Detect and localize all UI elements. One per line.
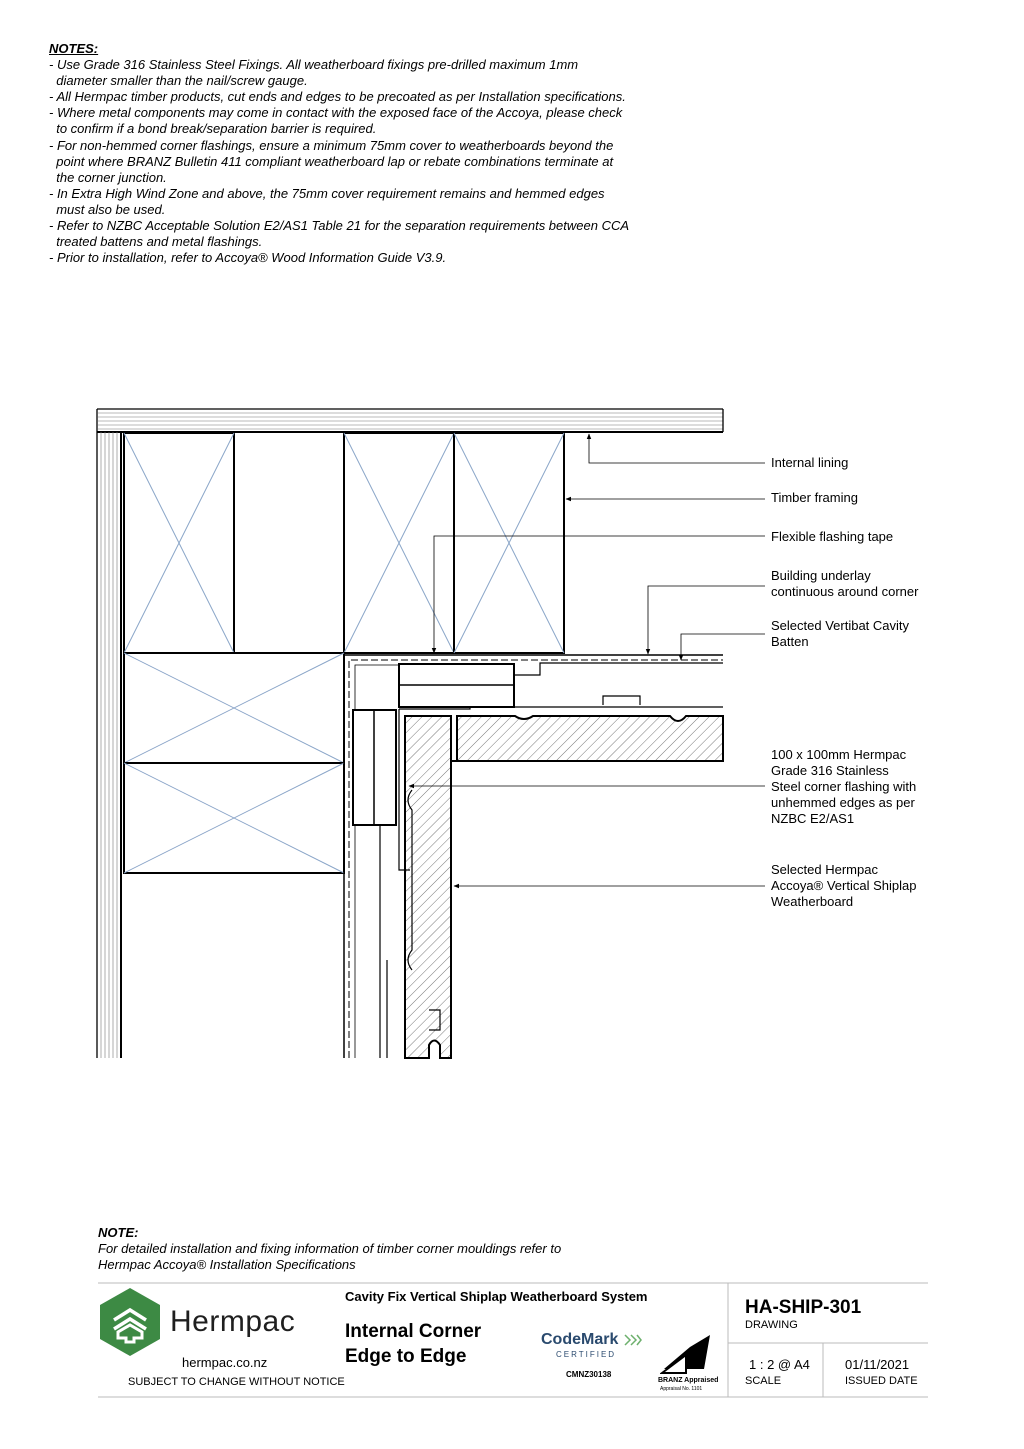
issued-date-label: ISSUED DATE [845, 1375, 918, 1387]
stud-3 [454, 433, 564, 653]
cavity-batten-horizontal [399, 664, 514, 707]
codemark-certified: CERTIFIED [556, 1350, 617, 1359]
weatherboard-vertical [405, 716, 723, 1058]
drawing-title-line2: Edge to Edge [345, 1346, 467, 1367]
note-heading: NOTE: [98, 1225, 139, 1240]
note-line: to confirm if a bond break/separation barrier is required. [49, 121, 377, 137]
label-weatherboard: Selected Hermpac Accoya® Vertical Shiplap Weatherboard [771, 862, 917, 909]
label-flexible-flashing-tape: Flexible flashing tape [771, 529, 894, 544]
issued-date: 01/11/2021 [845, 1357, 910, 1372]
internal-lining-top [97, 409, 723, 432]
stud-5 [124, 763, 344, 873]
note-line: the corner junction. [49, 169, 167, 185]
hermpac-logo-icon [98, 1286, 162, 1358]
codemark-number: CMNZ30138 [566, 1370, 612, 1379]
cavity-batten-vertical [353, 710, 396, 825]
branz-appraisal-number: Appraisal No. 1101 [660, 1386, 703, 1392]
note-line: - Refer to NZBC Acceptable Solution E2/AS1 Table 21 for the separation requirements between CCA [49, 218, 630, 234]
note-line: must also be used. [49, 201, 166, 217]
note-line: - All Hermpac timber products, cut ends and edges to be precoated as per Installation specifications. [49, 89, 626, 105]
drawing-number: HA-SHIP-301 [745, 1297, 862, 1318]
drawing-title-line1: Internal Corner [345, 1321, 482, 1342]
title-block [98, 1283, 928, 1398]
label-cavity-batten: Selected Vertibat Cavity Batten [771, 618, 910, 649]
scale-label: SCALE [745, 1375, 782, 1387]
note-line: - In Extra High Wind Zone and above, the 75mm cover requirement remains and hemmed edges [49, 185, 605, 201]
label-timber-framing: Timber framing [771, 490, 858, 505]
note-line: Hermpac Accoya® Installation Specifications [98, 1257, 356, 1272]
branz-appraised: BRANZ Appraised [658, 1377, 719, 1384]
note-line: - Prior to installation, refer to Accoya® Wood Information Guide V3.9. [49, 250, 447, 266]
branz-logo-icon [660, 1333, 718, 1381]
codemark-logo: CodeMark [541, 1331, 619, 1348]
note-line: point where BRANZ Bulletin 411 compliant weatherboard lap or rebate combinations terminate at [49, 153, 614, 169]
stud-4 [124, 653, 344, 763]
label-internal-lining: Internal lining [771, 455, 849, 470]
internal-lining-left [97, 409, 121, 1058]
scale-value: 1 : 2 @ A4 [749, 1357, 810, 1372]
disclaimer: SUBJECT TO CHANGE WITHOUT NOTICE [128, 1376, 345, 1388]
drawing-label: DRAWING [745, 1319, 798, 1331]
note-line: - Use Grade 316 Stainless Steel Fixings. All weatherboard fixings pre-drilled maximum 1mm [49, 57, 579, 73]
label-building-underlay: Building underlay continuous around corner [771, 568, 919, 599]
chevrons-icon [624, 1334, 642, 1346]
stud-2 [344, 433, 454, 653]
label-corner-flashing: 100 x 100mm Hermpac Grade 316 Stainless Steel corner flashing with unhemmed edges as per NZBC E2/AS1 [771, 747, 917, 826]
brand-name: Hermpac [170, 1305, 296, 1338]
installation-note [98, 1225, 718, 1273]
weatherboard-horizontal [457, 716, 723, 761]
note-line: - Where metal components may come in contact with the exposed face of the Accoya, please check [49, 105, 623, 121]
system-name: Cavity Fix Vertical Shiplap Weatherboard System [345, 1289, 648, 1304]
note-line: For detailed installation and fixing information of timber corner mouldings refer to [98, 1241, 562, 1256]
website: hermpac.co.nz [182, 1355, 268, 1370]
note-line: treated battens and metal flashings. [49, 234, 263, 250]
stud-1 [124, 433, 234, 653]
note-line: - For non-hemmed corner flashings, ensure a minimum 75mm cover to weatherboards beyond the [49, 137, 614, 153]
note-line: diameter smaller than the nail/screw gauge. [49, 73, 308, 89]
notes-heading: NOTES: [49, 41, 99, 56]
